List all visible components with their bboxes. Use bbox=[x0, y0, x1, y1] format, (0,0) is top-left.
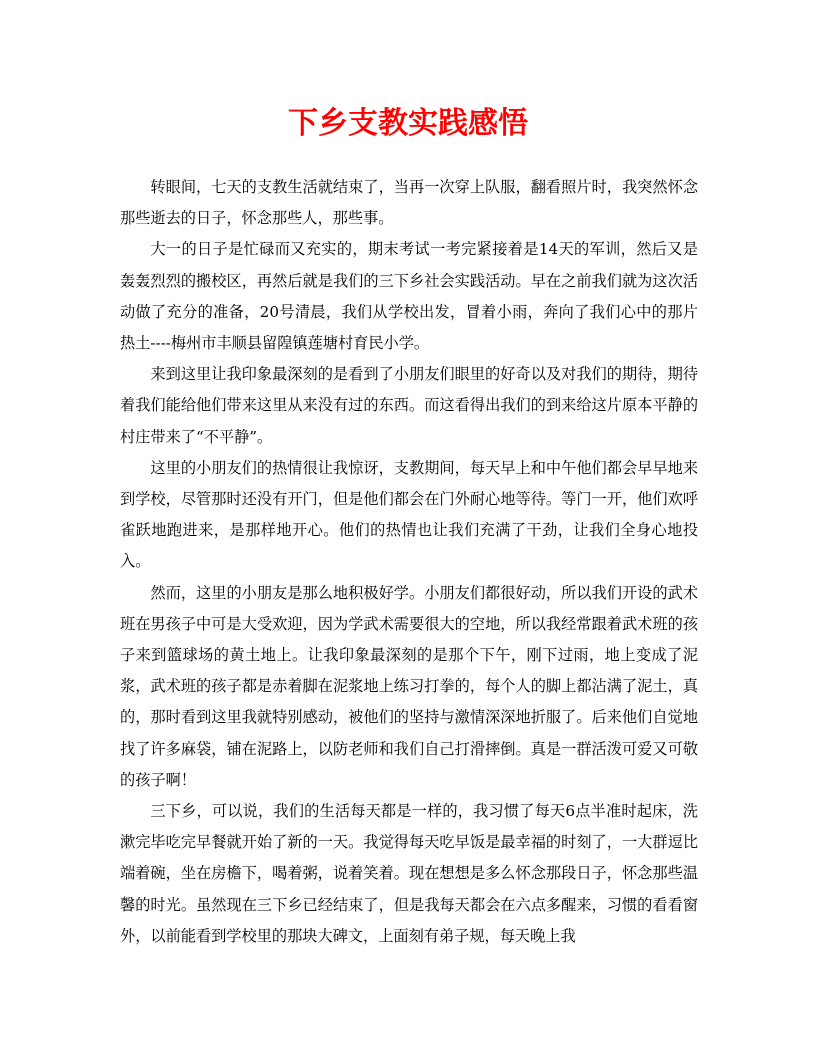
paragraph-1: 转眼间，七天的支教生活就结束了，当再一次穿上队服，翻看照片时，我突然怀念那些逝去的日子，怀念那些人，那些事。 bbox=[120, 178, 698, 228]
paragraph-4: 这里的小朋友们的热情很让我惊讶，支教期间，每天早上和中午他们都会早早地来到学校，尽管那时还没有开门，但是他们都会在门外耐心地等待。等门一开，他们欢呼雀跃地跑进来，是那样地开心。他们的热情也让我们充满了干劲，让我们全身心地投入。 bbox=[120, 458, 698, 571]
document-body bbox=[120, 172, 698, 952]
paragraph-2: 大一的日子是忙碌而又充实的，期末考试一考完紧接着是14天的军训，然后又是轰轰烈烈的搬校区，再然后就是我们的三下乡社会实践活动。早在之前我们就为这次活动做了充分的准备，20号清晨，我们从学校出发，冒着小雨，奔向了我们心中的那片热土----梅州市丰顺县留隍镇莲塘村育民小学。 bbox=[120, 240, 698, 353]
paragraph-6: 三下乡，可以说，我们的生活每天都是一样的，我习惯了每天6点半准时起床，洗漱完毕吃完早餐就开始了新的一天。我觉得每天吃早饭是最幸福的时刻了，一大群逗比端着碗，坐在房檐下，喝着粥，说着笑着。现在想想是多么怀念那段日子，怀念那些温馨的时光。虽然现在三下乡已经结束了，但是我每天都会在六点多醒来，习惯的看看窗外，以前能看到学校里的那块大碑文，上面刻有弟子规，每天晚上我 bbox=[120, 802, 698, 945]
document-title: 下乡支教实践感悟 bbox=[288, 106, 528, 141]
paragraph-3: 来到这里让我印象最深刻的是看到了小朋友们眼里的好奇以及对我们的期待，期待着我们能给他们带来这里从来没有过的东西。而这看得出我们的到来给这片原本平静的村庄带来了“不平静”。 bbox=[120, 365, 698, 446]
paragraph-5: 然而，这里的小朋友是那么地积极好学。小朋友们都很好动，所以我们开设的武术班在男孩子中可是大受欢迎，因为学武术需要很大的空地，所以我经常跟着武术班的孩子来到篮球场的黄土地上。让我印象最深刻的是那个下午，刚下过雨，地上变成了泥浆，武术班的孩子都是赤着脚在泥浆地上练习打拳的，每个人的脚上都沾满了泥土，真的，那时看到这里我就特别感动，被他们的坚持与激情深深地折服了。后来他们自觉地找了许多麻袋，铺在泥路上，以防老师和我们自己打滑摔倒。真是一群活泼可爱又可敬的孩子啊！ bbox=[120, 583, 698, 789]
